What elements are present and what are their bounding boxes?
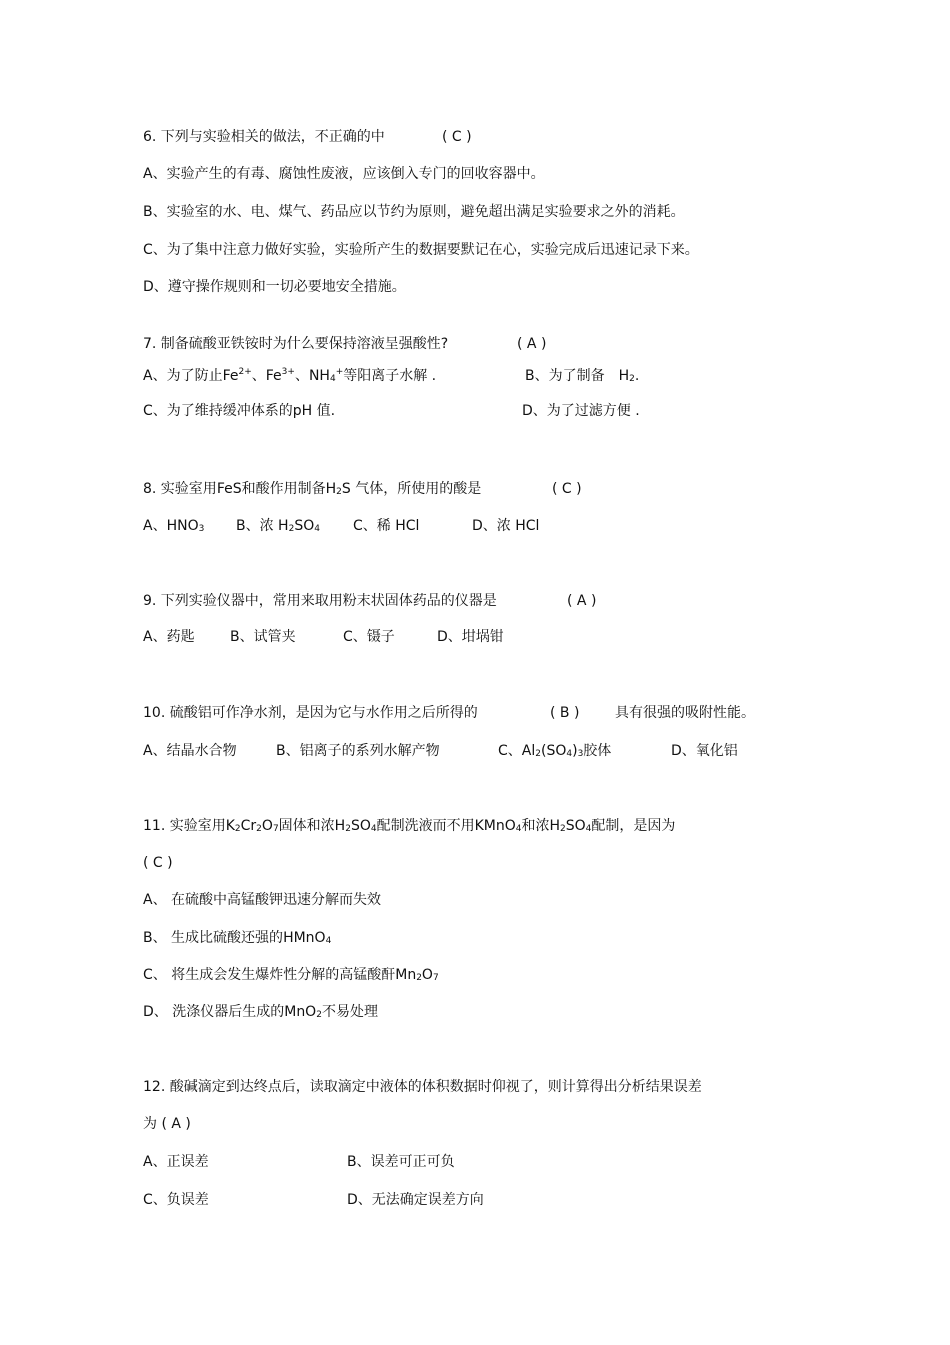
q8-answer: ( C )	[552, 481, 582, 497]
q11-option-a: A、 在硫酸中高锰酸钾迅速分解而失效	[143, 892, 382, 908]
q8-stem-h-sub: 2	[336, 487, 342, 497]
q7-a-nh-charge: +	[335, 367, 344, 377]
q11-stem-e: 配制，是因为	[591, 818, 676, 834]
q8-stem-c: S 气体，所使用的酸是	[341, 481, 482, 497]
q7-a-nh: 、NH	[294, 368, 330, 384]
q10-c-end: 胶体	[583, 743, 612, 759]
q11-cr-sub: 2	[256, 824, 262, 834]
q12-stem-answer: 为 ( A )	[143, 1116, 191, 1132]
q9-option-d: D、坩埚钳	[437, 629, 504, 645]
q11-k: K	[225, 818, 235, 834]
q11-option-b	[143, 928, 331, 948]
q11-option-c	[143, 965, 439, 985]
q12-option-c: C、负误差	[143, 1192, 209, 1208]
q7-b-h: H	[618, 368, 630, 384]
q10-option-a: A、结晶水合物	[143, 743, 237, 759]
q9-option-c: C、镊子	[343, 629, 395, 645]
q7-option-c	[143, 401, 335, 421]
q9-option-a: A、药匙	[143, 629, 195, 645]
q7-stem: 7. 制备硫酸亚铁铵时为什么要保持溶液呈强酸性?	[143, 336, 449, 352]
q11-so2-sub: 4	[585, 824, 592, 834]
q11-kmno-sub: 4	[515, 824, 522, 834]
q11-o: O	[261, 818, 273, 834]
q7-option-a	[143, 366, 436, 386]
q7-a-nh-sub: 4	[329, 374, 336, 384]
q10-c-al: C、Al	[498, 743, 536, 759]
q12-stem: 12. 酸碱滴定到达终点后，读取滴定中液体的体积数据时仰视了，则计算得出分析结果误差	[143, 1079, 702, 1095]
q9-option-b: B、试管夹	[230, 629, 296, 645]
q6-answer: ( C )	[442, 129, 472, 145]
q9-stem: 9. 下列实验仪器中，常用来取用粉末状固体药品的仪器是	[143, 593, 497, 609]
q6-stem	[143, 127, 385, 147]
q11-kmno: KMnO	[474, 818, 516, 834]
q11-cr: Cr	[240, 818, 257, 834]
q11-stem-b: 固体和浓	[278, 818, 335, 834]
q7-b-suffix: .	[634, 368, 640, 384]
q11-c-text: C、 将生成会发生爆炸性分解的高锰酸酐	[143, 967, 396, 983]
q8-stem-fes: FeS	[216, 481, 242, 497]
q11-c-sub2: 7	[432, 973, 439, 983]
q11-stem	[143, 816, 675, 836]
q6-option-a: A、实验产生的有毒、腐蚀性废液，应该倒入专门的回收容器中。	[143, 166, 545, 182]
q10-c-sub2: 4	[566, 749, 573, 759]
q8-stem-h: H	[325, 481, 337, 497]
q11-c-sub1: 2	[416, 973, 422, 983]
q6-option-d: D、遵守操作规则和一切必要地安全措施。	[143, 279, 406, 295]
q10-stem-end: 具有很强的吸附性能。	[615, 705, 755, 721]
q10-answer: ( B )	[550, 705, 580, 721]
q11-so2: SO	[565, 818, 586, 834]
q6-stem-text: 6. 下列与实验相关的做法，不正确的中	[143, 129, 385, 145]
q7-c-ph: pH 值.	[292, 403, 336, 419]
q7-a-fe-b: 、Fe	[251, 368, 282, 384]
q11-b-sub: 4	[325, 936, 332, 946]
q10-stem: 10. 硫酸铝可作净水剂，是因为它与水作用之后所得的	[143, 705, 478, 721]
q7-b-text: B、为了制备	[525, 368, 605, 384]
q11-h1-sub: 2	[345, 824, 351, 834]
q11-d-mno: MnO	[284, 1004, 317, 1020]
q7-a-text: A、为了防止	[143, 368, 223, 384]
q9-answer: ( A )	[567, 593, 597, 609]
q8-option-a	[143, 516, 204, 536]
q11-h2: H	[549, 818, 560, 834]
q11-d-sub: 2	[316, 1010, 322, 1020]
q8-option-c: C、稀 HCl	[353, 518, 420, 534]
q7-a-fe2-charge: 2+	[238, 367, 252, 377]
q8-stem	[143, 479, 481, 499]
q11-stem-a: 11. 实验室用	[143, 818, 226, 834]
q10-option-d: D、氧化铝	[671, 743, 738, 759]
q11-d-text: D、 洗涤仪器后生成的	[143, 1004, 285, 1020]
q11-option-d	[143, 1002, 378, 1022]
q11-b-hmno: HMnO	[283, 930, 326, 946]
q12-option-d: D、无法确定误差方向	[347, 1192, 484, 1208]
q7-a-fe3-charge: 3+	[281, 367, 295, 377]
q8-option-b	[236, 516, 320, 536]
q11-d-end: 不易处理	[321, 1004, 378, 1020]
q10-c-sub3: 3	[577, 749, 584, 759]
q7-a-fe: Fe	[222, 368, 239, 384]
q11-stem-c: 配制洗液而不用	[376, 818, 475, 834]
q10-option-b: B、铝离子的系列水解产物	[276, 743, 440, 759]
q6-option-c: C、为了集中注意力做好实验，实验所产生的数据要默记在心，实验完成后迅速记录下来。	[143, 242, 699, 258]
q8-stem-b: 和酸作用制备	[241, 481, 326, 497]
q11-so1: SO	[350, 818, 371, 834]
q11-c-mn: Mn	[395, 967, 417, 983]
q11-c-o: O	[421, 967, 433, 983]
q11-o-sub: 7	[272, 824, 279, 834]
q8-a-sub: 3	[198, 524, 205, 534]
q7-b-h-sub: 2	[629, 374, 635, 384]
q10-option-c	[498, 741, 611, 761]
q7-c-text: C、为了维持缓冲体系的	[143, 403, 293, 419]
q6-option-b: B、实验室的水、电、煤气、药品应以节约为原则，避免超出满足实验要求之外的消耗。	[143, 204, 685, 220]
q10-c-so: (SO	[540, 743, 567, 759]
q12-option-b: B、误差可正可负	[347, 1154, 455, 1170]
q8-b-sub2: 4	[314, 524, 320, 534]
q8-option-d: D、浓 HCl	[472, 518, 540, 534]
q7-option-d: D、为了过滤方便 .	[522, 403, 640, 419]
q11-stem-d: 和浓	[521, 818, 550, 834]
q7-option-b	[525, 366, 639, 386]
q11-h2-sub: 2	[560, 824, 566, 834]
q11-b-text: B、 生成比硫酸还强的	[143, 930, 284, 946]
q11-h1: H	[334, 818, 346, 834]
q11-k-sub: 2	[234, 824, 241, 834]
q8-b-so: SO	[294, 518, 315, 534]
q8-b-sub1: 2	[288, 524, 295, 534]
q7-a-suffix: 等阳离子水解 .	[343, 368, 437, 384]
q8-stem-a: 8. 实验室用	[143, 481, 217, 497]
q7-answer: ( A )	[517, 336, 547, 352]
q8-a-text: A、HNO	[143, 518, 199, 534]
q8-b-text: B、浓 H	[236, 518, 289, 534]
q10-c-sub1: 2	[535, 749, 541, 759]
q12-option-a: A、正误差	[143, 1154, 209, 1170]
q11-so1-sub: 4	[370, 824, 377, 834]
q10-c-paren: )	[572, 743, 578, 759]
q11-answer: ( C )	[143, 855, 173, 871]
